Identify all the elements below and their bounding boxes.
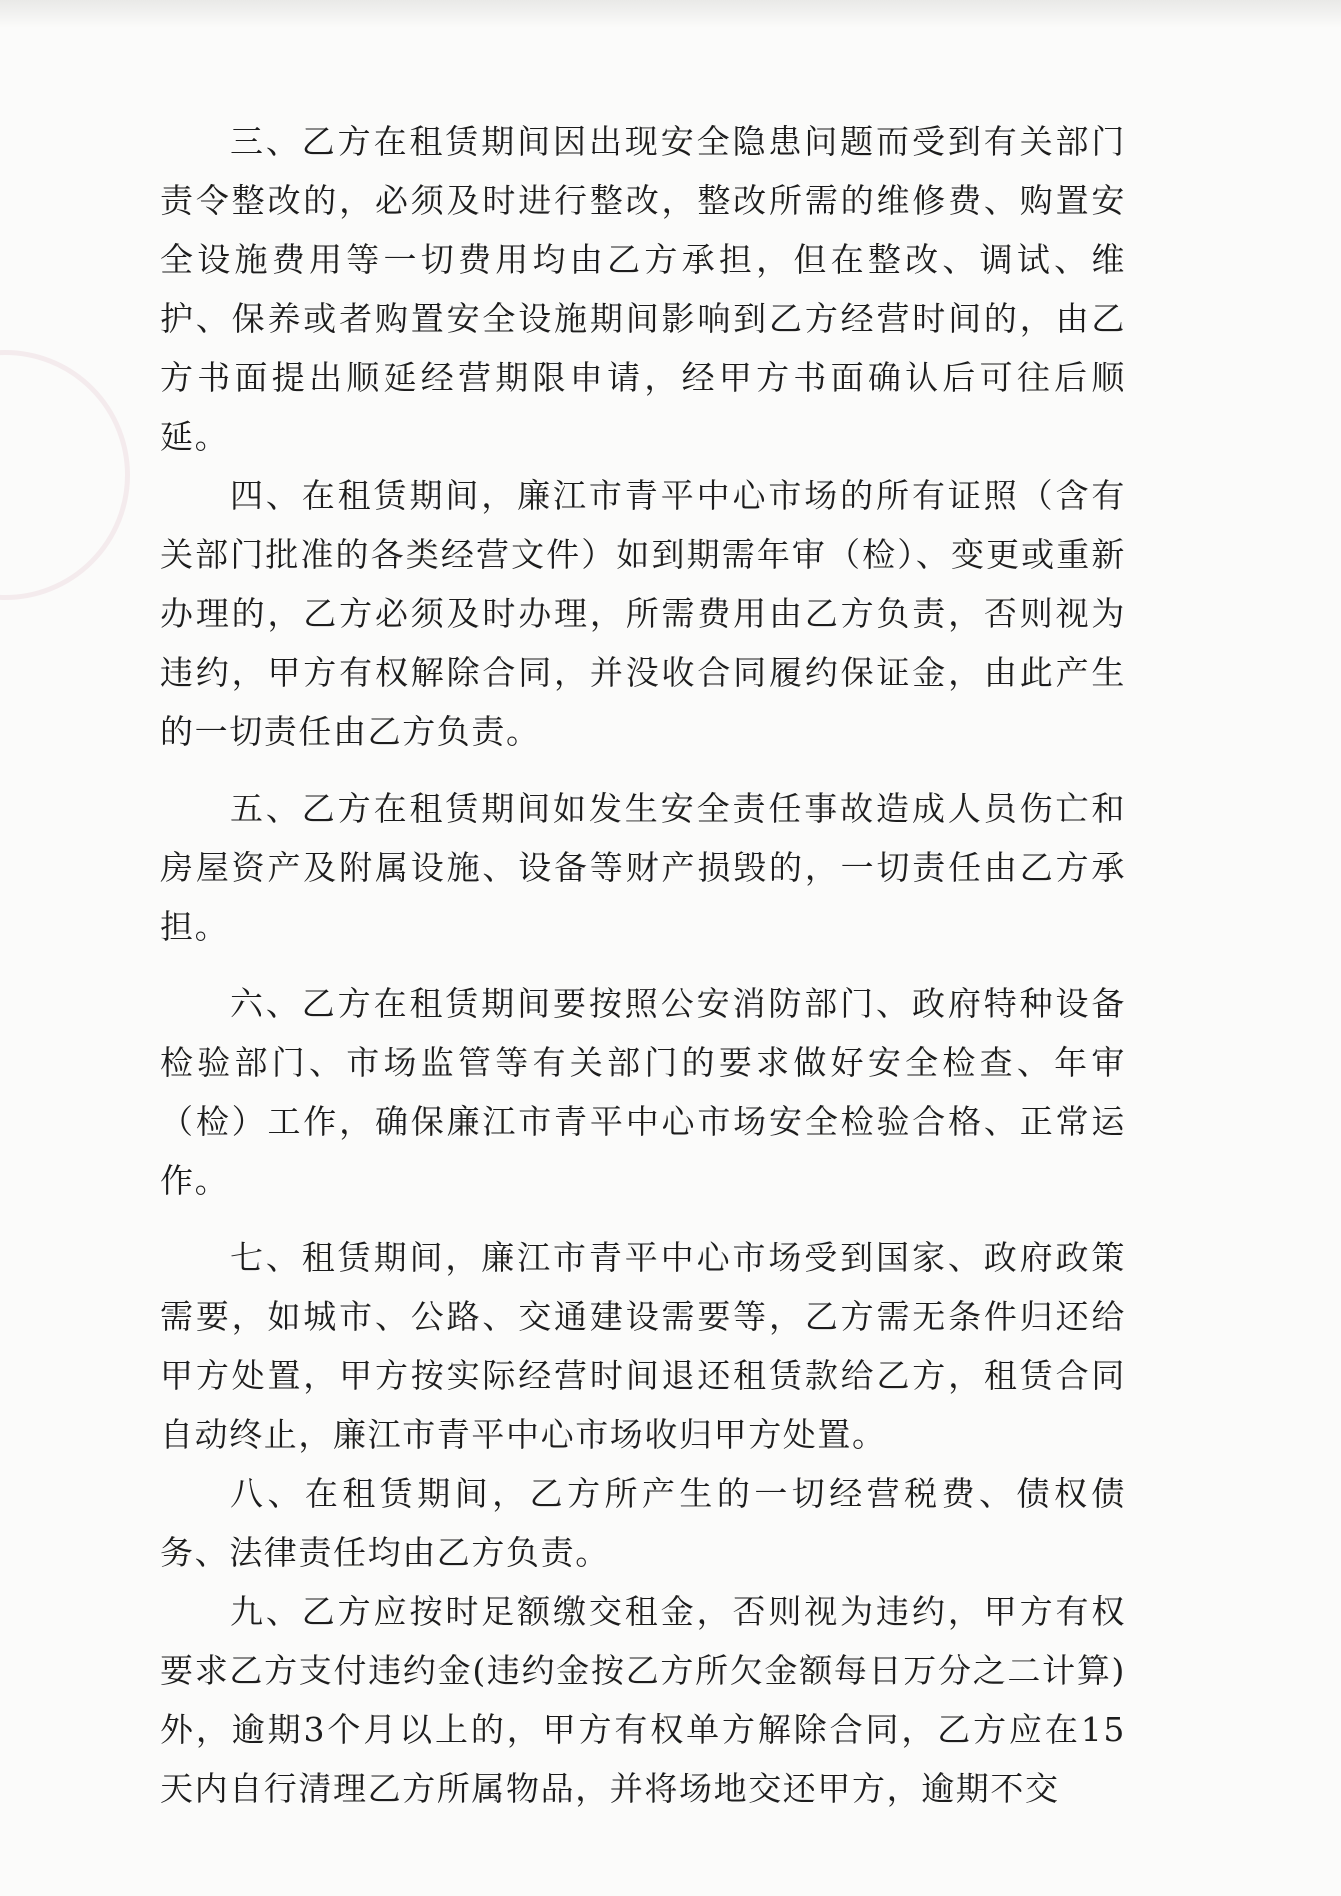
clause-7: 七、租赁期间，廉江市青平中心市场受到国家、政府政策需要，如城市、公路、交通建设需要等，乙方需无条件归还给甲方处置，甲方按实际经营时间退还租赁款给乙方，租赁合同自动终止，廉江市青平中心市场收归甲方处置。: [160, 1238, 1126, 1454]
clause-4: 四、在租赁期间，廉江市青平中心市场的所有证照（含有关部门批准的各类经营文件）如到期需年审（检）、变更或重新办理的，乙方必须及时办理，所需费用由乙方负责，否则视为违约，甲方有权解除合同，并没收合同履约保证金，由此产生的一切责任由乙方负责。: [160, 476, 1126, 751]
clause-8: 八、在租赁期间，乙方所产生的一切经营税费、债权债务、法律责任均由乙方负责。: [160, 1474, 1126, 1572]
red-seal-fragment: [0, 350, 130, 600]
clause-6: 六、乙方在租赁期间要按照公安消防部门、政府特种设备检验部门、市场监管等有关部门的要求做好安全检查、年审（检）工作，确保廉江市青平中心市场安全检验合格、正常运作。: [160, 984, 1126, 1200]
clause-3: 三、乙方在租赁期间因出现安全隐患问题而受到有关部门责令整改的，必须及时进行整改，整改所需的维修费、购置安全设施费用等一切费用均由乙方承担，但在整改、调试、维护、保养或者购置安全设施期间影响到乙方经营时间的，由乙方书面提出顺延经营期限申请，经甲方书面确认后可往后顺延。: [160, 122, 1126, 456]
clause-9: 九、乙方应按时足额缴交租金，否则视为违约，甲方有权要求乙方支付违约金(违约金按乙方所欠金额每日万分之二计算)外，逾期3个月以上的，甲方有权单方解除合同，乙方应在15天内自行清理乙方所属物品，并将场地交还甲方，逾期不交: [160, 1592, 1126, 1808]
document-body: [160, 112, 1126, 1818]
clause-5: 五、乙方在租赁期间如发生安全责任事故造成人员伤亡和房屋资产及附属设施、设备等财产损毁的，一切责任由乙方承担。: [160, 789, 1126, 946]
